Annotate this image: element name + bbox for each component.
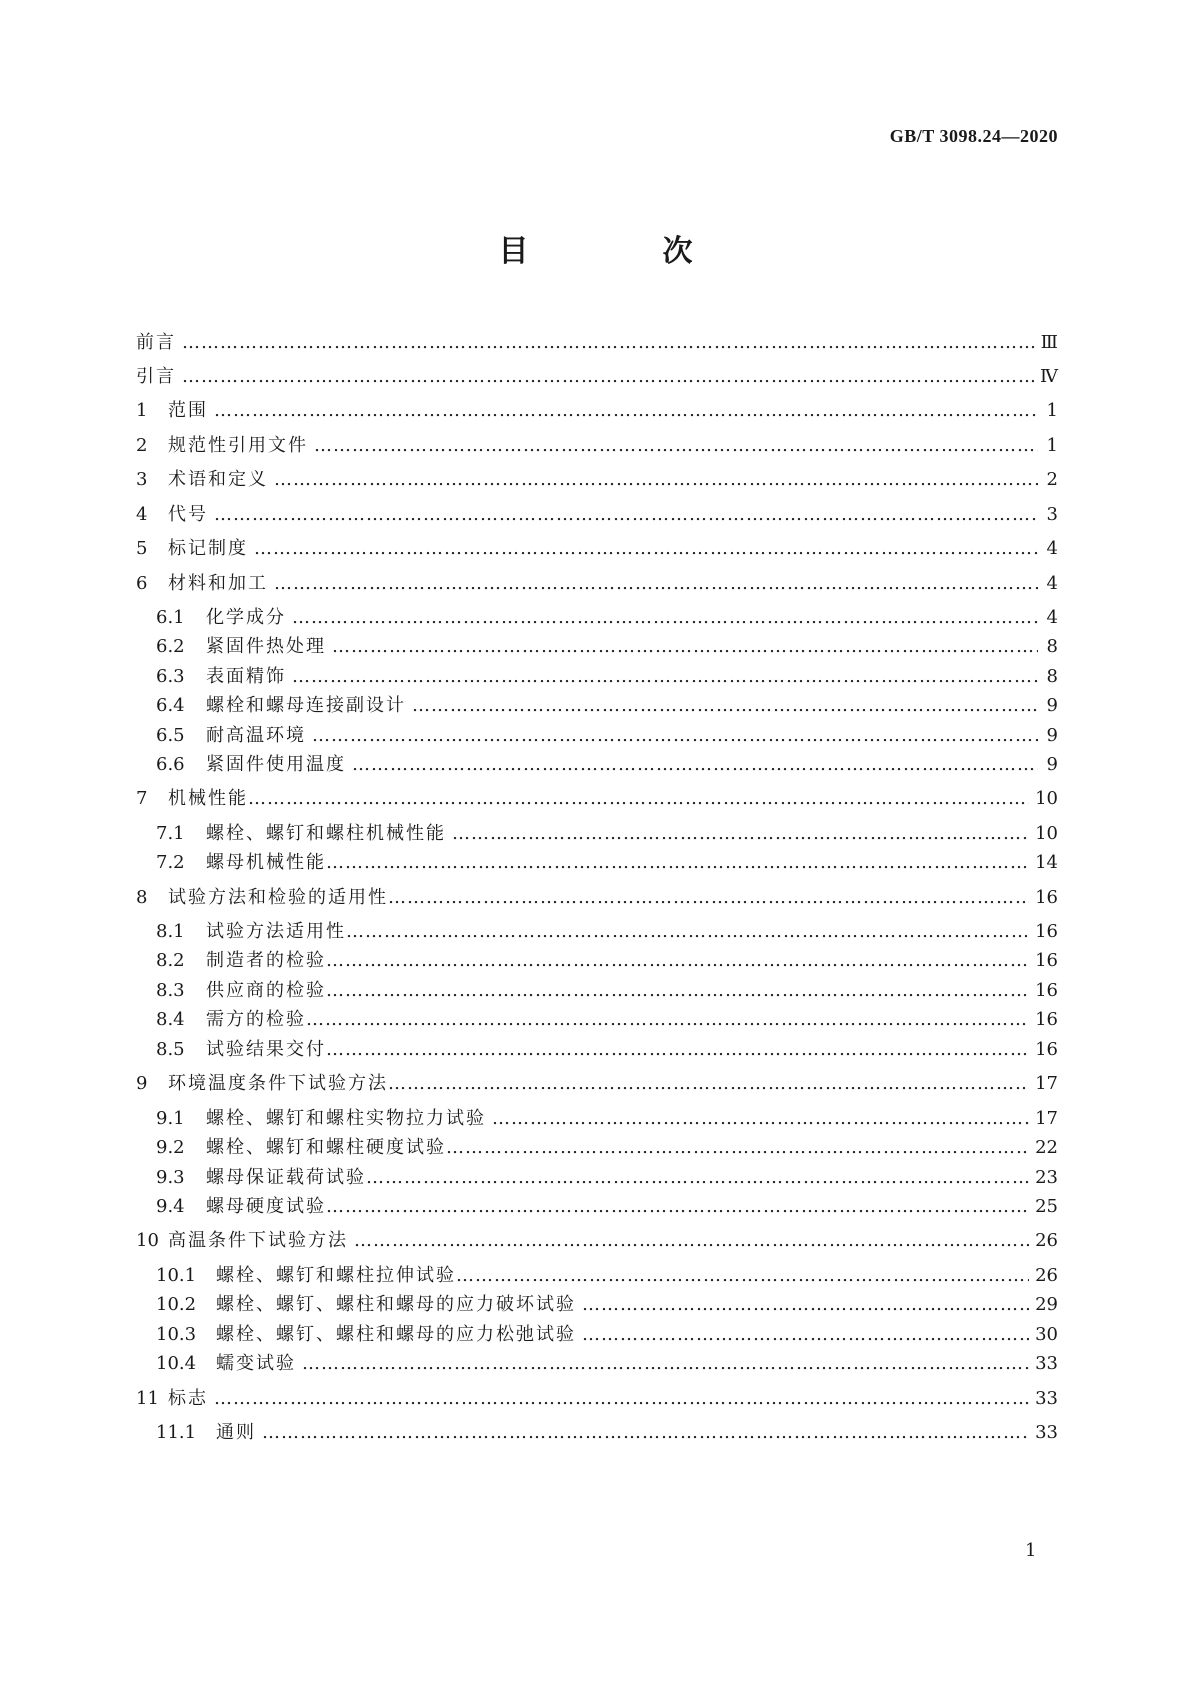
toc-entry-title: 机械性能 [168,788,248,809]
toc-entry-page: 33 [1035,1422,1058,1443]
toc-entry-page: 10 [1035,823,1058,844]
toc-entry[interactable] [136,1137,1058,1159]
toc-entry-page: 4 [1046,538,1058,559]
toc-entry[interactable] [136,435,1058,457]
toc-entry-number: 6 [136,573,148,594]
toc-entry-page: 3 [1046,504,1058,525]
toc-leader-dots [446,1137,1029,1159]
toc-leader-dots [352,754,1038,776]
toc-entry-number: 6.4 [156,695,185,716]
toc-entry-number: 8.4 [156,1009,185,1030]
toc-entry[interactable] [136,1353,1058,1375]
toc-entry-title: 蠕变试验 [216,1353,296,1374]
toc-entry-title: 螺栓、螺钉和螺柱硬度试验 [206,1137,446,1158]
toc-leader-dots [314,435,1038,457]
toc-entry-number: 8.5 [156,1039,185,1060]
toc-leader-dots [292,607,1038,629]
toc-leader-dots [582,1324,1029,1346]
toc-entry[interactable] [136,1009,1058,1031]
toc-leader-dots [326,1039,1029,1061]
toc-leader-dots [326,950,1029,972]
toc-entry[interactable] [136,788,1058,810]
toc-entry[interactable] [136,607,1058,629]
toc-entry-number: 8 [136,887,148,908]
toc-entry-number: 7.2 [156,852,185,873]
toc-entry-page: 23 [1035,1167,1058,1188]
footer-page-number: 1 [1025,1540,1037,1561]
toc-leader-dots [182,332,1035,354]
toc-entry-page: 9 [1046,695,1058,716]
toc-entry-page: 9 [1046,754,1058,775]
toc-entry-number: 6.6 [156,754,185,775]
toc-entry-page: 16 [1035,921,1058,942]
toc-entry-title: 引言 [136,366,176,387]
toc-leader-dots [354,1230,1029,1252]
toc-leader-dots [306,1009,1029,1031]
toc-entry-title: 范围 [168,400,208,421]
toc-entry-number: 6.5 [156,725,185,746]
toc-entry-title: 螺母保证载荷试验 [206,1167,366,1188]
toc-leader-dots [254,538,1038,560]
toc-entry-page: 16 [1035,887,1058,908]
toc-entry-page: Ⅳ [1040,366,1058,387]
toc-entry-page: 4 [1046,573,1058,594]
toc-leader-dots [274,573,1038,595]
toc-entry[interactable] [136,1073,1058,1095]
toc-leader-dots [366,1167,1029,1189]
toc-entry-title: 试验结果交付 [206,1039,326,1060]
toc-entry-page: 9 [1046,725,1058,746]
toc-leader-dots [312,725,1038,747]
toc-entry-page: 1 [1046,400,1058,421]
toc-leader-dots [248,788,1029,810]
toc-entry-title: 供应商的检验 [206,980,326,1001]
toc-entry[interactable] [136,754,1058,776]
toc-entry-title: 前言 [136,332,176,353]
toc-entry-page: 33 [1035,1388,1058,1409]
toc-entry-page: 17 [1035,1108,1058,1129]
toc-entry[interactable] [136,1294,1058,1316]
toc-entry[interactable] [136,1230,1058,1252]
toc-entry[interactable] [136,695,1058,717]
toc-leader-dots [582,1294,1029,1316]
toc-entry[interactable] [136,980,1058,1002]
toc-entry-title: 术语和定义 [168,469,268,490]
toc-entry-number: 2 [136,435,148,456]
toc-entry-page: 26 [1035,1265,1058,1286]
toc-entry-number: 1 [136,400,148,421]
toc-entry[interactable] [136,823,1058,845]
toc-entry-title: 制造者的检验 [206,950,326,971]
toc-entry[interactable] [136,400,1058,422]
toc-entry[interactable] [136,725,1058,747]
toc-entry-number: 7.1 [156,823,185,844]
toc-entry-page: 16 [1035,980,1058,1001]
toc-leader-dots [326,1196,1029,1218]
toc-entry-title: 需方的检验 [206,1009,306,1030]
toc-entry[interactable] [136,1388,1058,1410]
toc-entry-number: 9.3 [156,1167,185,1188]
toc-entry-page: 26 [1035,1230,1058,1251]
toc-entry-page: Ⅲ [1040,332,1058,353]
toc-leader-dots [292,666,1038,688]
toc-entry-title: 螺栓和螺母连接副设计 [206,695,406,716]
toc-entry-title: 螺栓、螺钉、螺柱和螺母的应力松弛试验 [216,1324,576,1345]
toc-entry[interactable] [136,1039,1058,1061]
toc-entry-title: 螺栓、螺钉、螺柱和螺母的应力破坏试验 [216,1294,576,1315]
toc-leader-dots [302,1353,1029,1375]
toc-leader-dots [346,921,1029,943]
toc-entry-title: 螺栓、螺钉和螺柱机械性能 [206,823,446,844]
toc-entry-title: 耐高温环境 [206,725,306,746]
toc-entry-number: 10.1 [156,1265,197,1286]
toc-entry-number: 9 [136,1073,148,1094]
toc-leader-dots [326,852,1029,874]
toc-entry-title: 通则 [216,1422,256,1443]
toc-entry[interactable] [136,538,1058,560]
toc-entry-title: 表面精饰 [206,666,286,687]
toc-entry-number: 6.2 [156,636,185,657]
toc-entry-page: 4 [1046,607,1058,628]
toc-leader-dots [332,636,1038,658]
toc-entry[interactable] [136,1324,1058,1346]
toc-entry-number: 3 [136,469,148,490]
toc-entry-page: 33 [1035,1353,1058,1374]
toc-entry-title: 螺母硬度试验 [206,1196,326,1217]
toc-entry-number: 10.3 [156,1324,197,1345]
toc-entry-page: 10 [1035,788,1058,809]
toc-entry[interactable] [136,469,1058,491]
toc-leader-dots [182,366,1034,388]
toc-entry-title: 试验方法适用性 [206,921,346,942]
toc-entry-number: 7 [136,788,148,809]
toc-entry[interactable] [136,636,1058,658]
toc-leader-dots [214,1388,1029,1410]
toc-entry[interactable] [136,1108,1058,1130]
toc-entry-number: 8.2 [156,950,185,971]
toc-leader-dots [412,695,1038,717]
toc-entry-number: 6.1 [156,607,185,628]
toc-entry-page: 30 [1035,1324,1058,1345]
toc-entry[interactable] [136,950,1058,972]
toc-entry-title: 化学成分 [206,607,286,628]
toc-entry-title: 高温条件下试验方法 [168,1230,348,1251]
toc-entry-page: 29 [1035,1294,1058,1315]
toc-entry[interactable] [136,1265,1058,1287]
toc-entry-page: 16 [1035,1039,1058,1060]
toc-entry-title: 环境温度条件下试验方法 [168,1073,388,1094]
toc-entry-page: 25 [1035,1196,1058,1217]
toc-entry-page: 16 [1035,950,1058,971]
toc-entry-number: 9.2 [156,1137,185,1158]
toc-entry-number: 10.2 [156,1294,197,1315]
toc-entry-number: 4 [136,504,148,525]
toc-entry-title: 代号 [168,504,208,525]
toc-entry-number: 10 [136,1230,159,1251]
toc-title: 目 次 [498,234,745,269]
toc-entry[interactable] [136,921,1058,943]
toc-leader-dots [456,1265,1029,1287]
toc-entry-page: 14 [1035,852,1058,873]
toc-entry-page: 22 [1035,1137,1058,1158]
toc-entry-page: 8 [1046,636,1058,657]
toc-entry-number: 8.1 [156,921,185,942]
toc-entry-page: 8 [1046,666,1058,687]
toc-entry[interactable] [136,1167,1058,1189]
toc-entry[interactable] [136,332,1058,354]
toc-leader-dots [214,400,1038,422]
toc-entry-number: 8.3 [156,980,185,1001]
toc-entry-page: 1 [1046,435,1058,456]
toc-entry-title: 材料和加工 [168,573,268,594]
toc-entry-title: 紧固件使用温度 [206,754,346,775]
toc-leader-dots [274,469,1038,491]
toc-entry[interactable] [136,852,1058,874]
toc-entry-title: 紧固件热处理 [206,636,326,657]
standard-number: GB/T 3098.24—2020 [889,126,1058,146]
toc-entry-number: 11.1 [156,1422,197,1443]
toc-entry[interactable] [136,573,1058,595]
toc-leader-dots [214,504,1038,526]
toc-leader-dots [388,887,1029,909]
toc-entry-title: 螺栓、螺钉和螺柱实物拉力试验 [206,1108,486,1129]
toc-leader-dots [492,1108,1029,1130]
toc-entry-number: 9.1 [156,1108,185,1129]
toc-entry-title: 标记制度 [168,538,248,559]
toc-entry-title: 试验方法和检验的适用性 [168,887,388,908]
toc-leader-dots [388,1073,1029,1095]
toc-entry-number: 5 [136,538,148,559]
toc-entry-title: 螺栓、螺钉和螺柱拉伸试验 [216,1265,456,1286]
toc-leader-dots [262,1422,1029,1444]
toc-entry-title: 螺母机械性能 [206,852,326,873]
toc-entry-number: 11 [136,1388,159,1409]
toc-leader-dots [326,980,1029,1002]
toc-entry-number: 9.4 [156,1196,185,1217]
toc-entry-number: 6.3 [156,666,185,687]
toc-entry[interactable] [136,366,1058,388]
toc-entry-page: 17 [1035,1073,1058,1094]
toc-entry-number: 10.4 [156,1353,197,1374]
toc-entry-title: 标志 [168,1388,208,1409]
toc-entry[interactable] [136,666,1058,688]
toc-entry-page: 2 [1046,469,1058,490]
toc-leader-dots [452,823,1029,845]
toc-entry[interactable] [136,1196,1058,1218]
toc-entry[interactable] [136,887,1058,909]
toc-entry[interactable] [136,1422,1058,1444]
toc-entry[interactable] [136,504,1058,526]
toc-entry-title: 规范性引用文件 [168,435,308,456]
toc-entry-page: 16 [1035,1009,1058,1030]
